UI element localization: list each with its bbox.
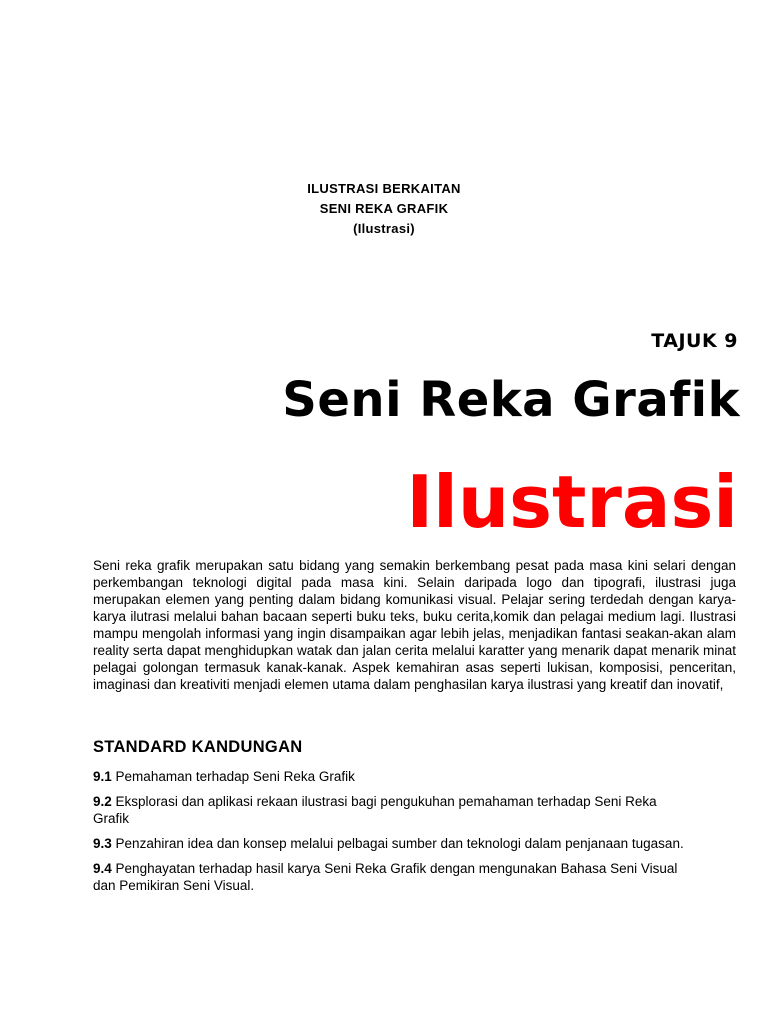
page-subtitle: Ilustrasi: [406, 460, 738, 544]
section-heading: STANDARD KANDUNGAN: [93, 738, 303, 756]
list-item: [93, 835, 693, 852]
list-item: [93, 793, 693, 827]
topic-number: TAJUK 9: [651, 330, 738, 352]
header-line-2: SENI REKA GRAFIK: [319, 201, 449, 216]
item-number: 9.4: [93, 861, 112, 876]
item-number: 9.2: [93, 794, 112, 809]
list-item: [93, 860, 693, 894]
item-text: Pemahaman terhadap Seni Reka Grafik: [115, 769, 355, 784]
header-line-1: ILUSTRASI BERKAITAN: [307, 181, 461, 196]
document-header: [0, 179, 768, 239]
item-text: Penzahiran idea dan konsep melalui pelbagai sumber dan teknologi dalam penjanaan tugasan.: [115, 836, 684, 851]
page-title: Seni Reka Grafik: [282, 372, 740, 428]
standard-list: [93, 768, 693, 902]
item-number: 9.1: [93, 769, 112, 784]
item-number: 9.3: [93, 836, 112, 851]
intro-paragraph: Seni reka grafik merupakan satu bidang yang semakin berkembang pesat pada masa kini selari dengan perkembangan teknologi digital pada masa kini. Selain daripada logo dan tipografi, ilustrasi juga merupakan elemen yang penting dalam bidang komunikasi visual. Pelajar sering terdedah dengan karya-karya ilutrasi melalui bahan bacaan seperti buku teks, buku cerita,komik dan pelagai medium lagi. Ilustrasi mampu mengolah informasi yang ingin disampaikan agar lebih jelas, menjadikan fantasi seakan-akan alam reality serta dapat menghidupkan watak dan jalan cerita melalui karatter yang menarik dapat menarik minat pelagai golongan termasuk kanak-kanak. Aspek kemahiran asas seperti lukisan, komposisi, penceritan, imaginasi dan kreativiti menjadi elemen utama dalam penghasilan karya ilustrasi yang kreatif dan inovatif,: [93, 558, 736, 692]
list-item: [93, 768, 693, 785]
item-text: Penghayatan terhadap hasil karya Seni Reka Grafik dengan mengunakan Bahasa Seni Visual dan Pemikiran Seni Visual.: [93, 861, 678, 893]
item-text: Eksplorasi dan aplikasi rekaan ilustrasi bagi pengukuhan pemahaman terhadap Seni Reka Grafik: [93, 794, 657, 826]
header-line-3: (Ilustrasi): [353, 221, 415, 236]
